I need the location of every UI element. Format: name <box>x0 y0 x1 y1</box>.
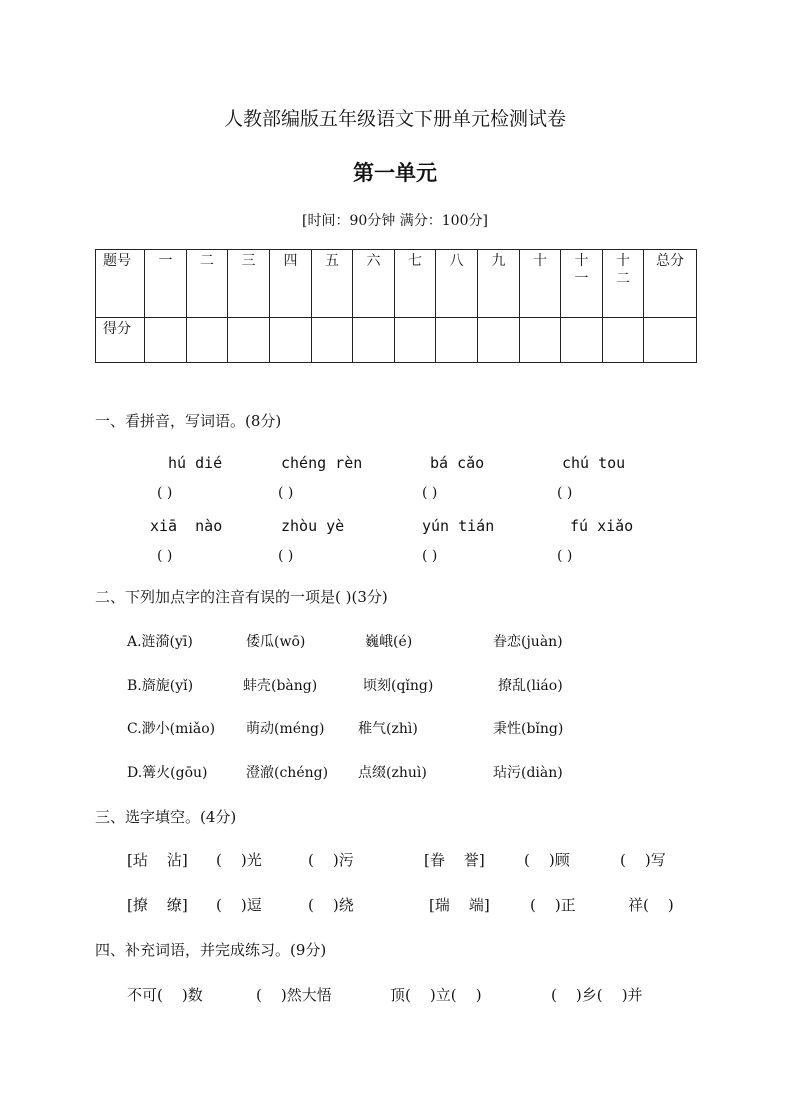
fill-blank[interactable]: ( )正 <box>530 896 576 914</box>
option-c-word: 秉性(bǐng) <box>493 721 564 737</box>
section2-heading: 二、下列加点字的注音有误的一项是( )(3分) <box>95 588 388 606</box>
section3-heading: 三、选字填空。(4分) <box>95 808 237 826</box>
score-col-6: 六 <box>353 250 395 318</box>
pinyin-item: yún tián <box>422 517 495 535</box>
pinyin-item: hú dié <box>168 454 223 472</box>
option-c-word: 稚气(zhì) <box>358 721 418 737</box>
score-cell[interactable] <box>478 318 520 363</box>
fill-blank[interactable]: ( )绕 <box>308 896 354 914</box>
score-col-2: 二 <box>187 250 228 318</box>
score-cell[interactable] <box>353 318 395 363</box>
score-cell[interactable] <box>228 318 270 363</box>
answer-blank[interactable]: ( ) <box>278 485 294 501</box>
option-b-word: 蚌壳(bàng) <box>243 678 318 694</box>
answer-blank[interactable]: ( ) <box>422 485 438 501</box>
fill-blank[interactable]: ( )写 <box>620 851 666 869</box>
score-table-header-row <box>96 250 697 318</box>
option-a-word: 倭瓜(wō) <box>246 634 306 650</box>
fill-blank[interactable]: ( )逗 <box>216 896 262 914</box>
option-b-word: 顷刻(qǐng) <box>363 678 434 694</box>
fill-blank[interactable]: 祥( ) <box>628 896 674 914</box>
fill-blank[interactable]: ( )污 <box>308 851 354 869</box>
pinyin-item: chú tou <box>562 454 626 472</box>
pinyin-item: zhòu yè <box>281 517 345 535</box>
score-table <box>95 249 697 363</box>
score-cell[interactable] <box>395 318 436 363</box>
answer-blank[interactable]: ( ) <box>278 548 294 564</box>
option-b-word: 撩乱(liáo) <box>498 678 563 694</box>
score-cell[interactable] <box>644 318 697 363</box>
score-col-7: 七 <box>395 250 436 318</box>
option-a-word: 巍峨(é) <box>365 634 413 650</box>
score-table-score-row <box>96 318 697 363</box>
score-cell[interactable] <box>436 318 478 363</box>
score-col-9: 九 <box>478 250 520 318</box>
score-cell[interactable] <box>312 318 353 363</box>
char-choice-group: [玷 沾] <box>127 851 188 869</box>
section4-heading: 四、补充词语，并完成练习。(9分) <box>95 941 327 959</box>
score-cell[interactable] <box>270 318 312 363</box>
option-c-word: C.渺小(miǎo) <box>127 721 216 737</box>
score-col-8: 八 <box>436 250 478 318</box>
fill-blank[interactable]: ( )光 <box>216 851 262 869</box>
answer-blank[interactable]: ( ) <box>157 548 173 564</box>
score-cell[interactable] <box>145 318 187 363</box>
char-choice-group: [撩 缭] <box>127 896 188 914</box>
option-d-word: 玷污(diàn) <box>493 765 563 781</box>
unit-title: 第一单元 <box>353 160 437 185</box>
score-cell[interactable] <box>561 318 603 363</box>
idiom-blank[interactable]: ( )然大悟 <box>256 986 332 1004</box>
idiom-blank[interactable]: 不可( )数 <box>127 986 203 1004</box>
score-col-4: 四 <box>270 250 312 318</box>
option-d-word: D.篝火(gōu) <box>127 765 208 781</box>
idiom-blank[interactable]: ( )乡( )并 <box>551 986 643 1004</box>
idiom-blank[interactable]: 顶( )立( ) <box>390 986 482 1004</box>
score-cell[interactable] <box>187 318 228 363</box>
exam-title: 人教部编版五年级语文下册单元检测试卷 <box>223 108 566 130</box>
pinyin-item: chéng rèn <box>281 454 363 472</box>
answer-blank[interactable]: ( ) <box>422 548 438 564</box>
score-col-3: 三 <box>228 250 270 318</box>
option-c-word: 萌动(méng) <box>246 721 325 737</box>
pinyin-item: xiā nào <box>150 517 223 535</box>
answer-blank[interactable]: ( ) <box>557 485 573 501</box>
section1-heading: 一、看拼音，写词语。(8分) <box>95 412 282 430</box>
score-col-total: 总分 <box>644 250 697 318</box>
option-a-word: 眷恋(juàn) <box>493 634 563 650</box>
option-a-word: A.涟漪(yī) <box>127 634 193 650</box>
pinyin-item: bá cǎo <box>430 454 485 472</box>
score-cell[interactable] <box>603 318 644 363</box>
char-choice-group: [眷 誉] <box>424 851 485 869</box>
char-choice-group: [瑞 端] <box>429 896 490 914</box>
score-cell[interactable] <box>520 318 561 363</box>
score-col-10: 十 <box>520 250 561 318</box>
fill-blank[interactable]: ( )顾 <box>524 851 570 869</box>
score-col-11: 十 一 <box>561 250 603 318</box>
score-col-1: 一 <box>145 250 187 318</box>
score-col-12: 十 二 <box>603 250 644 318</box>
answer-blank[interactable]: ( ) <box>157 485 173 501</box>
option-d-word: 澄澈(chéng) <box>246 765 329 781</box>
option-d-word: 点缀(zhuì) <box>358 765 427 781</box>
option-b-word: B.旖旎(yǐ) <box>127 678 194 694</box>
answer-blank[interactable]: ( ) <box>557 548 573 564</box>
score-table-row2-label: 得分 <box>96 318 145 363</box>
pinyin-item: fú xiǎo <box>570 517 634 535</box>
exam-meta: [时间：90分钟 满分：100分] <box>302 213 488 229</box>
score-col-5: 五 <box>312 250 353 318</box>
score-table-row1-label: 题号 <box>96 250 145 318</box>
